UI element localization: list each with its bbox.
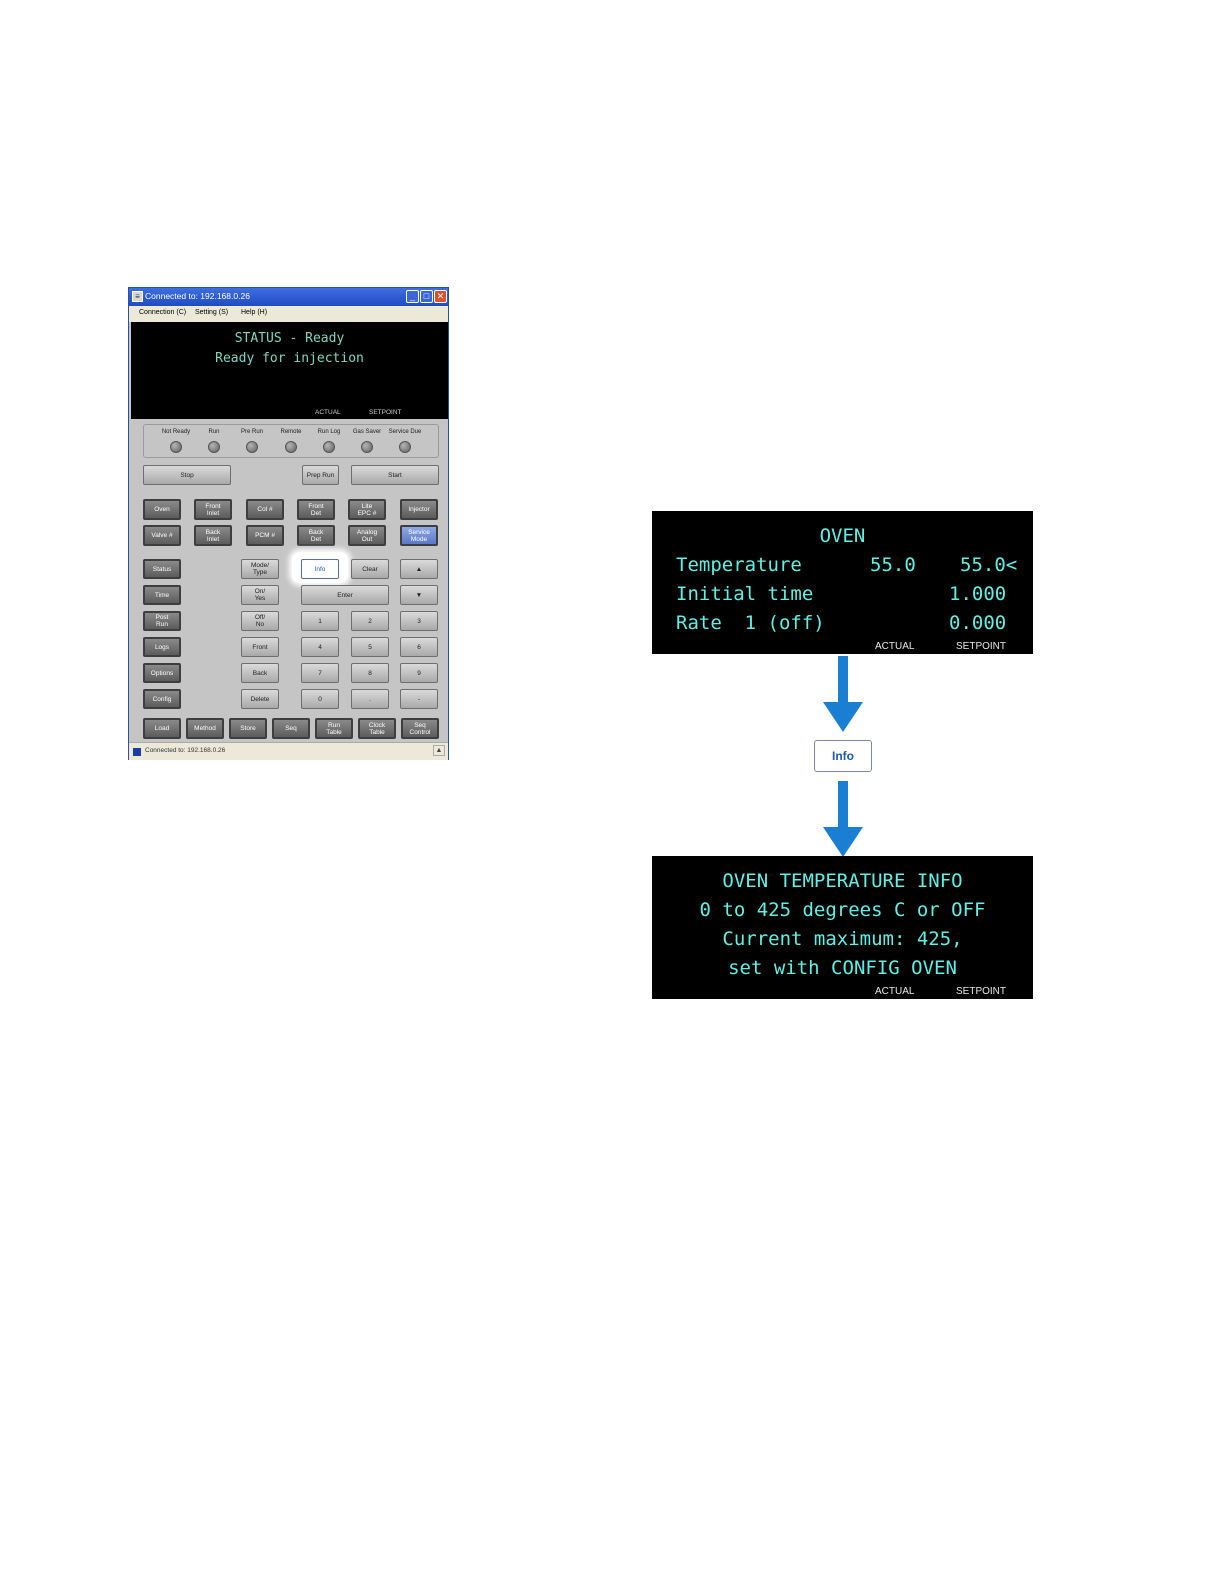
temperature-setpoint: 55.0< (960, 554, 1018, 576)
screen-line-1: STATUS - Ready (234, 331, 345, 346)
status-bar-text: Connected to: 192.168.0.26 (145, 747, 226, 754)
down-arrow-icon (823, 781, 863, 857)
key-minus[interactable]: - (400, 689, 438, 709)
app-icon: ≡ (132, 291, 143, 302)
led-remote (285, 441, 297, 453)
led-service-due (399, 441, 411, 453)
clock-table-key[interactable]: Clock Table (358, 718, 396, 739)
analog-out-key[interactable]: Analog Out (348, 525, 386, 546)
key-2[interactable]: 2 (351, 611, 389, 631)
minimize-button[interactable]: _ (406, 290, 419, 303)
store-key[interactable]: Store (229, 718, 267, 739)
menu-help[interactable]: Help (H) (241, 309, 268, 316)
info-key[interactable]: Info (301, 559, 339, 579)
rate-setpoint: 0.000 (949, 612, 1007, 634)
col-key[interactable]: Col # (246, 499, 284, 520)
back-key[interactable]: Back (241, 663, 279, 683)
scroll-up-icon[interactable]: ▲ (433, 745, 445, 756)
led-run-log (323, 441, 335, 453)
screen-setpoint-label: SETPOINT (369, 409, 402, 416)
pcm-key[interactable]: PCM # (246, 525, 284, 546)
led-label-run-log: Run Log (317, 429, 341, 435)
valve-key[interactable]: Valve # (143, 525, 181, 546)
actual-label: ACTUAL (875, 986, 915, 997)
start-button[interactable]: Start (351, 465, 439, 485)
method-key[interactable]: Method (186, 718, 224, 739)
off-no-key[interactable]: Off/ No (241, 611, 279, 631)
key-3[interactable]: 3 (400, 611, 438, 631)
temperature-label: Temperature (676, 554, 802, 576)
led-label-gas-saver: Gas Saver (352, 429, 382, 435)
oven-title: OVEN (819, 525, 866, 547)
led-label-pre-run: Pre Run (240, 429, 264, 435)
status-key[interactable]: Status (143, 559, 181, 579)
down-arrow-icon (823, 656, 863, 732)
led-gas-saver (361, 441, 373, 453)
seq-control-key[interactable]: Seq Control (401, 718, 439, 739)
up-arrow-key[interactable]: ▲ (400, 559, 438, 579)
clear-key[interactable]: Clear (351, 559, 389, 579)
back-det-key[interactable]: Back Det (297, 525, 335, 546)
info-line-4: set with CONFIG OVEN (728, 957, 957, 979)
led-pre-run (246, 441, 258, 453)
menu-setting[interactable]: Setting (S) (195, 309, 229, 316)
mode-type-key[interactable]: Mode/ Type (241, 559, 279, 579)
key-dot[interactable]: . (351, 689, 389, 709)
on-yes-key[interactable]: On/ Yes (241, 585, 279, 605)
menu-connection[interactable]: Connection (C) (139, 309, 187, 316)
seq-key[interactable]: Seq (272, 718, 310, 739)
key-1[interactable]: 1 (301, 611, 339, 631)
key-8[interactable]: 8 (351, 663, 389, 683)
delete-key[interactable]: Delete (241, 689, 279, 709)
info-button[interactable]: Info (814, 740, 872, 772)
initial-time-setpoint: 1.000 (949, 583, 1007, 605)
led-run (208, 441, 220, 453)
front-det-key[interactable]: Front Det (297, 499, 335, 520)
enter-key[interactable]: Enter (301, 585, 389, 605)
key-9[interactable]: 9 (400, 663, 438, 683)
status-bar (129, 742, 448, 760)
setpoint-label: SETPOINT (956, 641, 1007, 652)
remote-keypad-window (128, 287, 449, 760)
close-button[interactable]: ✕ (434, 290, 447, 303)
config-key[interactable]: Config (143, 689, 181, 709)
led-label-service-due: Service Due (388, 429, 422, 435)
led-label-not-ready: Not Ready (161, 429, 191, 435)
key-5[interactable]: 5 (351, 637, 389, 657)
back-inlet-key[interactable]: Back Inlet (194, 525, 232, 546)
front-inlet-key[interactable]: Front Inlet (194, 499, 232, 520)
oven-display (652, 511, 1033, 654)
led-not-ready (170, 441, 182, 453)
info-line-3: Current maximum: 425, (722, 928, 963, 950)
title-bar (129, 288, 448, 306)
logs-key[interactable]: Logs (143, 637, 181, 657)
led-label-run: Run (208, 429, 220, 435)
maximize-button[interactable]: □ (420, 290, 433, 303)
run-table-key[interactable]: Run Table (315, 718, 353, 739)
options-key[interactable]: Options (143, 663, 181, 683)
rate-label: Rate 1 (off) (676, 612, 825, 634)
setpoint-label: SETPOINT (956, 986, 1007, 997)
key-0[interactable]: 0 (301, 689, 339, 709)
lite-epc-key[interactable]: Lite EPC # (348, 499, 386, 520)
service-mode-key[interactable]: Service Mode (400, 525, 438, 546)
key-6[interactable]: 6 (400, 637, 438, 657)
screen-actual-label: ACTUAL (315, 409, 341, 416)
window-title: Connected to: 192.168.0.26 (145, 291, 250, 301)
status-screen (131, 322, 448, 419)
time-key[interactable]: Time (143, 585, 181, 605)
temperature-actual: 55.0 (870, 554, 916, 576)
oven-key[interactable]: Oven (143, 499, 181, 520)
menu-bar (129, 306, 448, 322)
initial-time-label: Initial time (676, 583, 814, 605)
info-line-2: 0 to 425 degrees C or OFF (699, 899, 986, 921)
prep-run-button[interactable]: Prep Run (302, 465, 339, 485)
front-key[interactable]: Front (241, 637, 279, 657)
oven-info-display (652, 856, 1033, 999)
connection-icon (133, 748, 141, 756)
injector-key[interactable]: Injector (400, 499, 438, 520)
post-run-key[interactable]: Post Run (143, 611, 181, 631)
led-label-remote: Remote (280, 429, 302, 435)
actual-label: ACTUAL (875, 641, 915, 652)
screen-line-2: Ready for injection (215, 351, 364, 366)
key-4[interactable]: 4 (301, 637, 339, 657)
stop-button[interactable]: Stop (143, 465, 231, 485)
key-7[interactable]: 7 (301, 663, 339, 683)
down-arrow-key[interactable]: ▼ (400, 585, 438, 605)
load-key[interactable]: Load (143, 718, 181, 739)
info-line-1: OVEN TEMPERATURE INFO (722, 870, 963, 892)
